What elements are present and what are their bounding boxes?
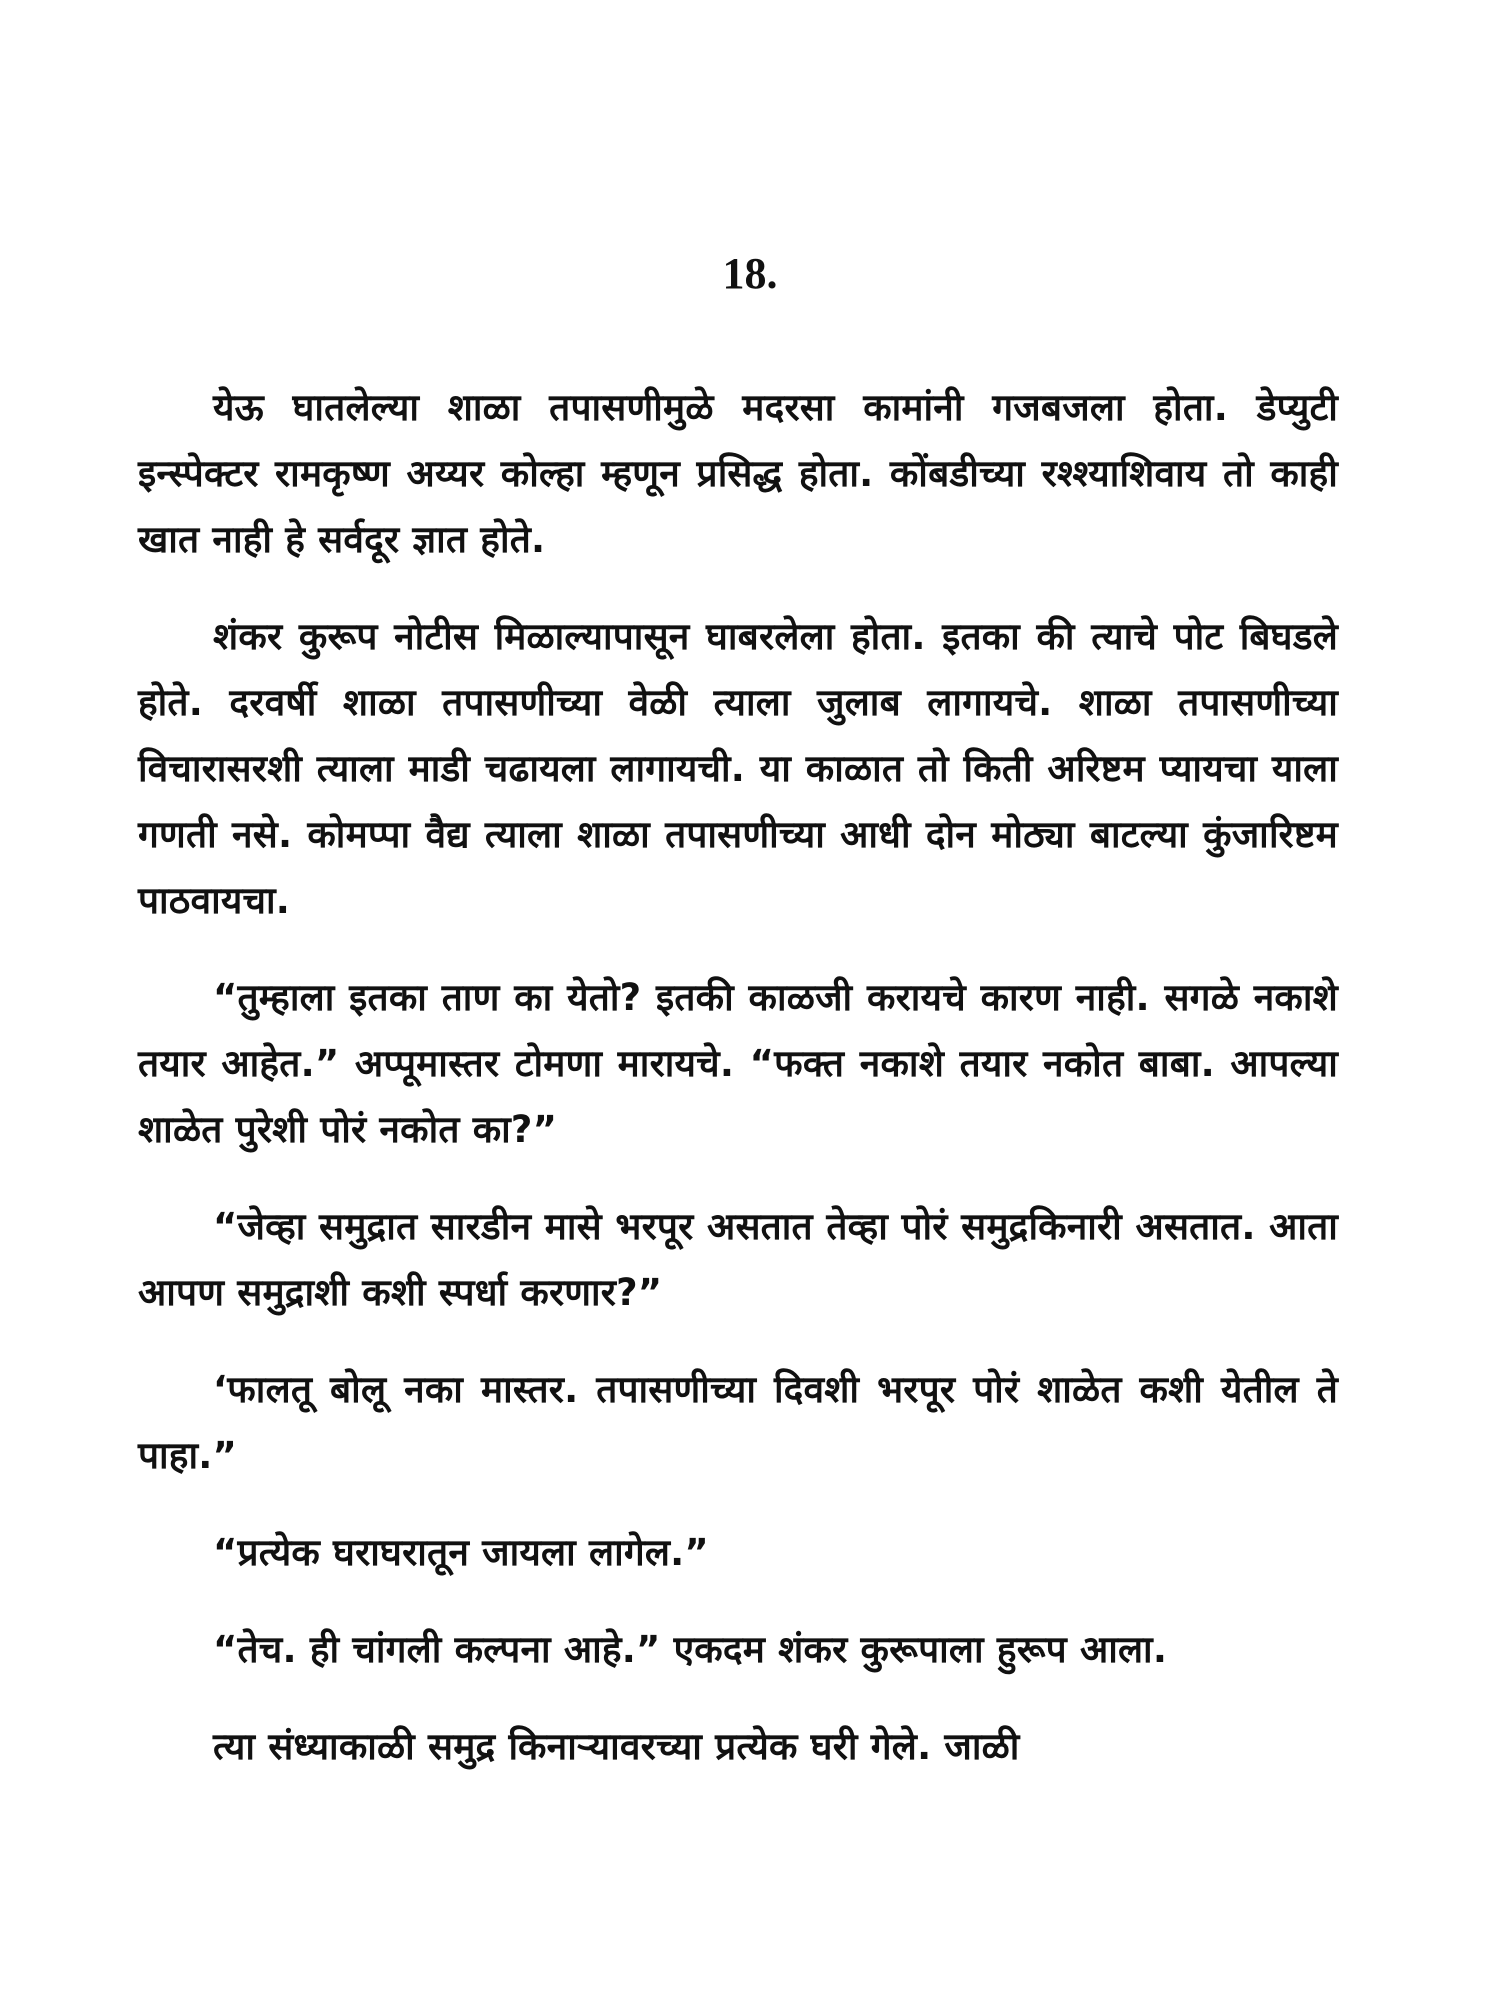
paragraph-6: “प्रत्येक घराघरातून जायला लागेल.” [213, 1531, 709, 1574]
chapter-number: 18. [722, 249, 778, 298]
paragraph-3: “तुम्हाला इतका ताण का येतो? इतकी काळजी करायचे कारण नाही. सगळे नकाशे तयार आहेत.” अप्पूमास्तर टोमणा मारायचे. “फक्त नकाशे तयार नकोत बाबा. आपल्या शाळेत पुरेशी पोरं नकोत का?” [138, 976, 1338, 1151]
paragraph-4: “जेव्हा समुद्रात सारडीन मासे भरपूर असतात तेव्हा पोरं समुद्रकिनारी असतात. आता आपण समुद्राशी कशी स्पर्धा करणार?” [138, 1205, 1338, 1314]
paragraph-5: ‘फालतू बोलू नका मास्तर. तपासणीच्या दिवशी भरपूर पोरं शाळेत कशी येतील ते पाहा.” [138, 1368, 1338, 1477]
body-text [138, 375, 1338, 1780]
paragraph-7: “तेच. ही चांगली कल्पना आहे.” एकदम शंकर कुरूपाला हुरूप आला. [213, 1628, 1168, 1671]
paragraph-8: त्या संध्याकाळी समुद्र किनाऱ्यावरच्या प्रत्येक घरी गेले. जाळी [213, 1725, 1020, 1768]
paragraph-2: शंकर कुरूप नोटीस मिळाल्यापासून घाबरलेला होता. इतका की त्याचे पोट बिघडले होते. दरवर्षी शाळा तपासणीच्या वेळी त्याला जुलाब लागायचे. शाळा तपासणीच्या विचारासरशी त्याला माडी चढायला लागायची. या काळात तो किती अरिष्टम प्यायचा याला गणती नसे. कोमप्पा वैद्य त्याला शाळा तपासणीच्या आधी दोन मोठ्या बाटल्या कुंजारिष्टम पाठवायचा. [138, 615, 1338, 922]
paragraph-1: येऊ घातलेल्या शाळा तपासणीमुळे मदरसा कामांनी गजबजला होता. डेप्युटी इन्स्पेक्टर रामकृष्ण अय्यर कोल्हा म्हणून प्रसिद्ध होता. कोंबडीच्या रश्श्याशिवाय तो काही खात नाही हे सर्वदूर ज्ञात होते. [138, 386, 1338, 561]
